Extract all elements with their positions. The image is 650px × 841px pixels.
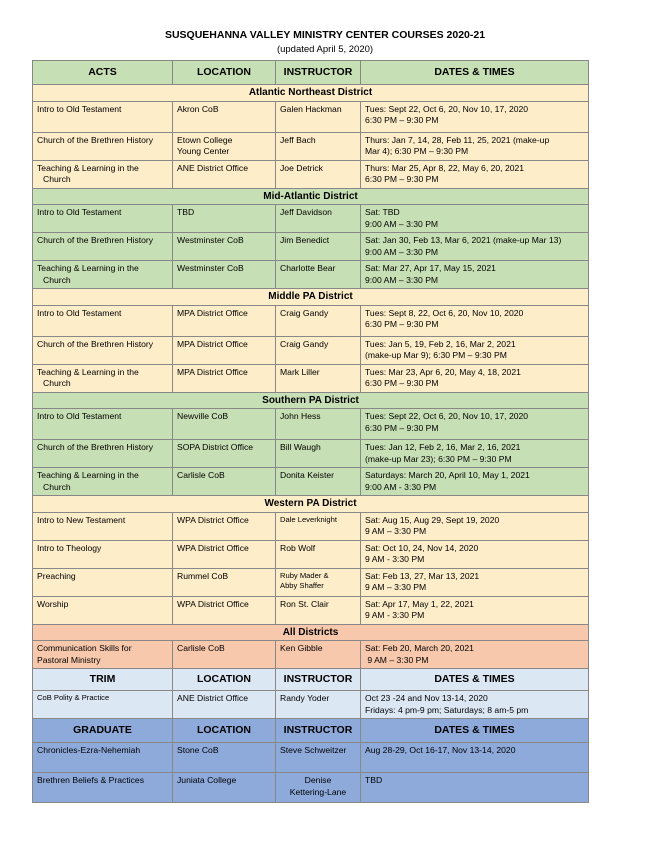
table-row — [33, 233, 589, 261]
courses-table — [32, 60, 589, 803]
course-cell: Church of the Brethren History — [33, 132, 173, 160]
dates-cell — [361, 160, 589, 188]
dates-cell — [361, 440, 589, 468]
acts-header: ACTS — [33, 61, 173, 85]
district-row — [33, 496, 589, 513]
table-row — [33, 743, 589, 773]
dates-header: DATES & TIMES — [361, 669, 589, 691]
location-cell — [173, 132, 276, 160]
times-line: 9:00 AM - 3:30 PM — [365, 481, 437, 492]
times-line: (make-up Mar 9); 6:30 PM – 9:30 PM — [365, 350, 507, 360]
instructor-header: INSTRUCTOR — [276, 61, 361, 85]
location-cell: Carlisle CoB — [173, 641, 276, 669]
district-row — [33, 289, 589, 306]
instructor-cell: Randy Yoder — [276, 691, 361, 719]
location-cell: Akron CoB — [173, 101, 276, 132]
dates-cell — [361, 336, 589, 364]
instructor-cell: Dale Leverknight — [276, 512, 361, 540]
times-line: 9 AM – 3:30 PM — [365, 582, 427, 592]
dates-line: Thurs: Mar 25, Apr 8, 22, May 6, 20, 2021 — [365, 162, 525, 173]
dates-cell — [361, 468, 589, 496]
instructor-line: Abby Shaffer — [280, 581, 324, 590]
times-line: (make-up Mar 23); 6:30 PM – 9:30 PM — [365, 453, 512, 464]
dates-line: Saturdays: March 20, April 10, May 1, 2021 — [365, 470, 530, 480]
dates-line: Sat: Apr 17, May 1, 22, 2021 — [365, 598, 474, 609]
times-line: 9:00 AM – 3:30 PM — [365, 218, 439, 229]
dates-cell — [361, 596, 589, 624]
times-line: 9:00 AM – 3:30 PM — [365, 246, 439, 257]
dates-line: Sat: Feb 13, 27, Mar 13, 2021 — [365, 570, 480, 581]
dates-cell — [361, 540, 589, 568]
table-row — [33, 409, 589, 440]
trim-header: TRIM — [33, 669, 173, 691]
district-row — [33, 392, 589, 409]
dates-header: DATES & TIMES — [361, 61, 589, 85]
instructor-header: INSTRUCTOR — [276, 669, 361, 691]
dates-cell — [361, 233, 589, 261]
instructor-line: Denise — [304, 775, 332, 785]
dates-line: Sat: Mar 27, Apr 17, May 15, 2021 — [365, 263, 496, 273]
course-line: Communication Skills for — [37, 643, 132, 653]
instructor-cell: Bill Waugh — [276, 440, 361, 468]
dates-cell — [361, 641, 589, 669]
instructor-cell: Ken Gibble — [276, 641, 361, 669]
times-line: Mar 4); 6:30 PM – 9:30 PM — [365, 146, 469, 156]
instructor-cell: Joe Detrick — [276, 160, 361, 188]
course-cell: Teaching & Learning in the Church — [33, 468, 173, 496]
instructor-cell: Steve Schweitzer — [276, 743, 361, 773]
dates-line: Tues: Sept 22, Oct 6, 20, Nov 10, 17, 2020 — [365, 103, 529, 114]
course-cell: Church of the Brethren History — [33, 440, 173, 468]
location-cell: Westminster CoB — [173, 261, 276, 289]
instructor-line: Kettering-Lane — [289, 786, 347, 797]
table-row — [33, 568, 589, 596]
course-cell: Preaching — [33, 568, 173, 596]
dates-cell — [361, 101, 589, 132]
location-cell: WPA District Office — [173, 540, 276, 568]
dates-cell — [361, 691, 589, 719]
district-name: Middle PA District — [33, 289, 589, 306]
location-header: LOCATION — [173, 719, 276, 743]
table-row — [33, 468, 589, 496]
dates-cell: TBD — [361, 773, 589, 803]
table-row — [33, 336, 589, 364]
district-name: Southern PA District — [33, 392, 589, 409]
dates-line: Tues: Jan 12, Feb 2, 16, Mar 2, 16, 2021 — [365, 442, 521, 452]
page-title: SUSQUEHANNA VALLEY MINISTRY CENTER COURSES 2020-21 — [164, 29, 486, 41]
trim-header-row — [33, 669, 589, 691]
location-cell: Carlisle CoB — [173, 468, 276, 496]
table-row — [33, 540, 589, 568]
course-line: Pastoral Ministry — [37, 654, 101, 665]
times-line: 6:30 PM – 9:30 PM — [365, 422, 439, 433]
table-row — [33, 773, 589, 803]
course-cell: Intro to Old Testament — [33, 205, 173, 233]
table-row — [33, 101, 589, 132]
page-subtitle: (updated April 5, 2020) — [276, 44, 374, 55]
dates-cell — [361, 261, 589, 289]
course-cell: Intro to New Testament — [33, 512, 173, 540]
location-cell: Juniata College — [173, 773, 276, 803]
dates-cell: Aug 28-29, Oct 16-17, Nov 13-14, 2020 — [361, 743, 589, 773]
district-row — [33, 624, 589, 641]
dates-line: Tues: Mar 23, Apr 6, 20, May 4, 18, 2021 — [365, 366, 521, 377]
dates-line: Sat: Feb 20, March 20, 2021 — [365, 643, 474, 653]
table-row — [33, 512, 589, 540]
course-cell: Intro to Theology — [33, 540, 173, 568]
location-cell: MPA District Office — [173, 336, 276, 364]
instructor-cell: Craig Gandy — [276, 305, 361, 336]
course-cell: Teaching & Learning in the Church — [33, 261, 173, 289]
district-row — [33, 85, 589, 102]
district-name: Atlantic Northeast District — [33, 85, 589, 102]
course-cell: CoB Polity & Practice — [33, 691, 173, 719]
location-cell: Westminster CoB — [173, 233, 276, 261]
graduate-header-row — [33, 719, 589, 743]
table-row — [33, 261, 589, 289]
dates-cell — [361, 512, 589, 540]
instructor-cell: Craig Gandy — [276, 336, 361, 364]
location-cell: MPA District Office — [173, 364, 276, 392]
location-cell: Stone CoB — [173, 743, 276, 773]
course-cell: Teaching & Learning in the Church — [33, 160, 173, 188]
district-name: Western PA District — [33, 496, 589, 513]
dates-cell — [361, 568, 589, 596]
dates-line: Oct 23 -24 and Nov 13-14, 2020 — [365, 693, 488, 703]
location-cell: WPA District Office — [173, 596, 276, 624]
dates-cell — [361, 205, 589, 233]
instructor-cell: Ron St. Clair — [276, 596, 361, 624]
times-line: 9 AM – 3:30 PM — [365, 654, 429, 665]
table-row — [33, 205, 589, 233]
location-line: Young Center — [177, 146, 230, 156]
dates-line: Sat: TBD — [365, 207, 400, 217]
course-cell: Church of the Brethren History — [33, 336, 173, 364]
instructor-cell — [276, 773, 361, 803]
course-cell: Worship — [33, 596, 173, 624]
instructor-cell: Jim Benedict — [276, 233, 361, 261]
location-cell: Newville CoB — [173, 409, 276, 440]
dates-cell — [361, 364, 589, 392]
dates-line: Sat: Oct 10, 24, Nov 14, 2020 — [365, 542, 479, 553]
dates-line: Tues: Sept 8, 22, Oct 6, 20, Nov 10, 2020 — [365, 307, 524, 318]
instructor-line: Ruby Mader & — [280, 570, 329, 580]
times-line: 9 AM – 3:30 PM — [365, 526, 427, 536]
instructor-cell: John Hess — [276, 409, 361, 440]
times-line: 6:30 PM – 9:30 PM — [365, 319, 439, 329]
table-row — [33, 641, 589, 669]
location-cell: WPA District Office — [173, 512, 276, 540]
table-row — [33, 364, 589, 392]
dates-header: DATES & TIMES — [361, 719, 589, 743]
table-row — [33, 305, 589, 336]
table-row — [33, 440, 589, 468]
dates-cell — [361, 409, 589, 440]
location-cell: ANE District Office — [173, 160, 276, 188]
district-name: Mid-Atlantic District — [33, 188, 589, 205]
table-row — [33, 691, 589, 719]
course-cell: Church of the Brethren History — [33, 233, 173, 261]
course-cell — [33, 641, 173, 669]
dates-cell — [361, 305, 589, 336]
dates-line: Tues: Sept 22, Oct 6, 20, Nov 10, 17, 2020 — [365, 411, 529, 421]
dates-line: Sat: Aug 15, Aug 29, Sept 19, 2020 — [365, 514, 500, 525]
table-row — [33, 596, 589, 624]
times-line: 9 AM - 3:30 PM — [365, 610, 425, 620]
instructor-cell: Charlotte Bear — [276, 261, 361, 289]
course-cell: Teaching & Learning in the Church — [33, 364, 173, 392]
instructor-cell: Mark Liller — [276, 364, 361, 392]
course-cell: Chronicles-Ezra-Nehemiah — [33, 743, 173, 773]
location-line: Etown College — [177, 134, 233, 145]
district-name: All Districts — [33, 624, 589, 641]
instructor-cell: Jeff Bach — [276, 132, 361, 160]
times-line: 6:30 PM – 9:30 PM — [365, 115, 439, 125]
times-line: 6:30 PM – 9:30 PM — [365, 174, 439, 184]
course-cell: Brethren Beliefs & Practices — [33, 773, 173, 803]
location-cell: SOPA District Office — [173, 440, 276, 468]
course-cell: Intro to Old Testament — [33, 305, 173, 336]
table-row — [33, 160, 589, 188]
table-row — [33, 132, 589, 160]
instructor-cell: Donita Keister — [276, 468, 361, 496]
dates-line: Tues: Jan 5, 19, Feb 2, 16, Mar 2, 2021 — [365, 338, 516, 349]
location-cell: ANE District Office — [173, 691, 276, 719]
instructor-cell: Rob Wolf — [276, 540, 361, 568]
times-line: 9 AM - 3:30 PM — [365, 554, 425, 564]
instructor-cell — [276, 568, 361, 596]
district-row — [33, 188, 589, 205]
times-line: 6:30 PM – 9:30 PM — [365, 378, 439, 388]
course-cell: Intro to Old Testament — [33, 409, 173, 440]
instructor-cell: Jeff Davidson — [276, 205, 361, 233]
location-header: LOCATION — [173, 61, 276, 85]
graduate-header: GRADUATE — [33, 719, 173, 743]
dates-line: Sat: Jan 30, Feb 13, Mar 6, 2021 (make-up Mar 13) — [365, 235, 562, 245]
instructor-header: INSTRUCTOR — [276, 719, 361, 743]
dates-cell — [361, 132, 589, 160]
location-cell: Rummel CoB — [173, 568, 276, 596]
times-line: 9:00 AM – 3:30 PM — [365, 274, 439, 285]
course-cell: Intro to Old Testament — [33, 101, 173, 132]
acts-header-row — [33, 61, 589, 85]
times-line: Fridays: 4 pm-9 pm; Saturdays; 8 am-5 pm — [365, 704, 529, 715]
dates-line: Thurs: Jan 7, 14, 28, Feb 11, 25, 2021 (make-up — [365, 134, 550, 145]
location-cell: TBD — [173, 205, 276, 233]
location-cell: MPA District Office — [173, 305, 276, 336]
instructor-cell: Galen Hackman — [276, 101, 361, 132]
location-header: LOCATION — [173, 669, 276, 691]
